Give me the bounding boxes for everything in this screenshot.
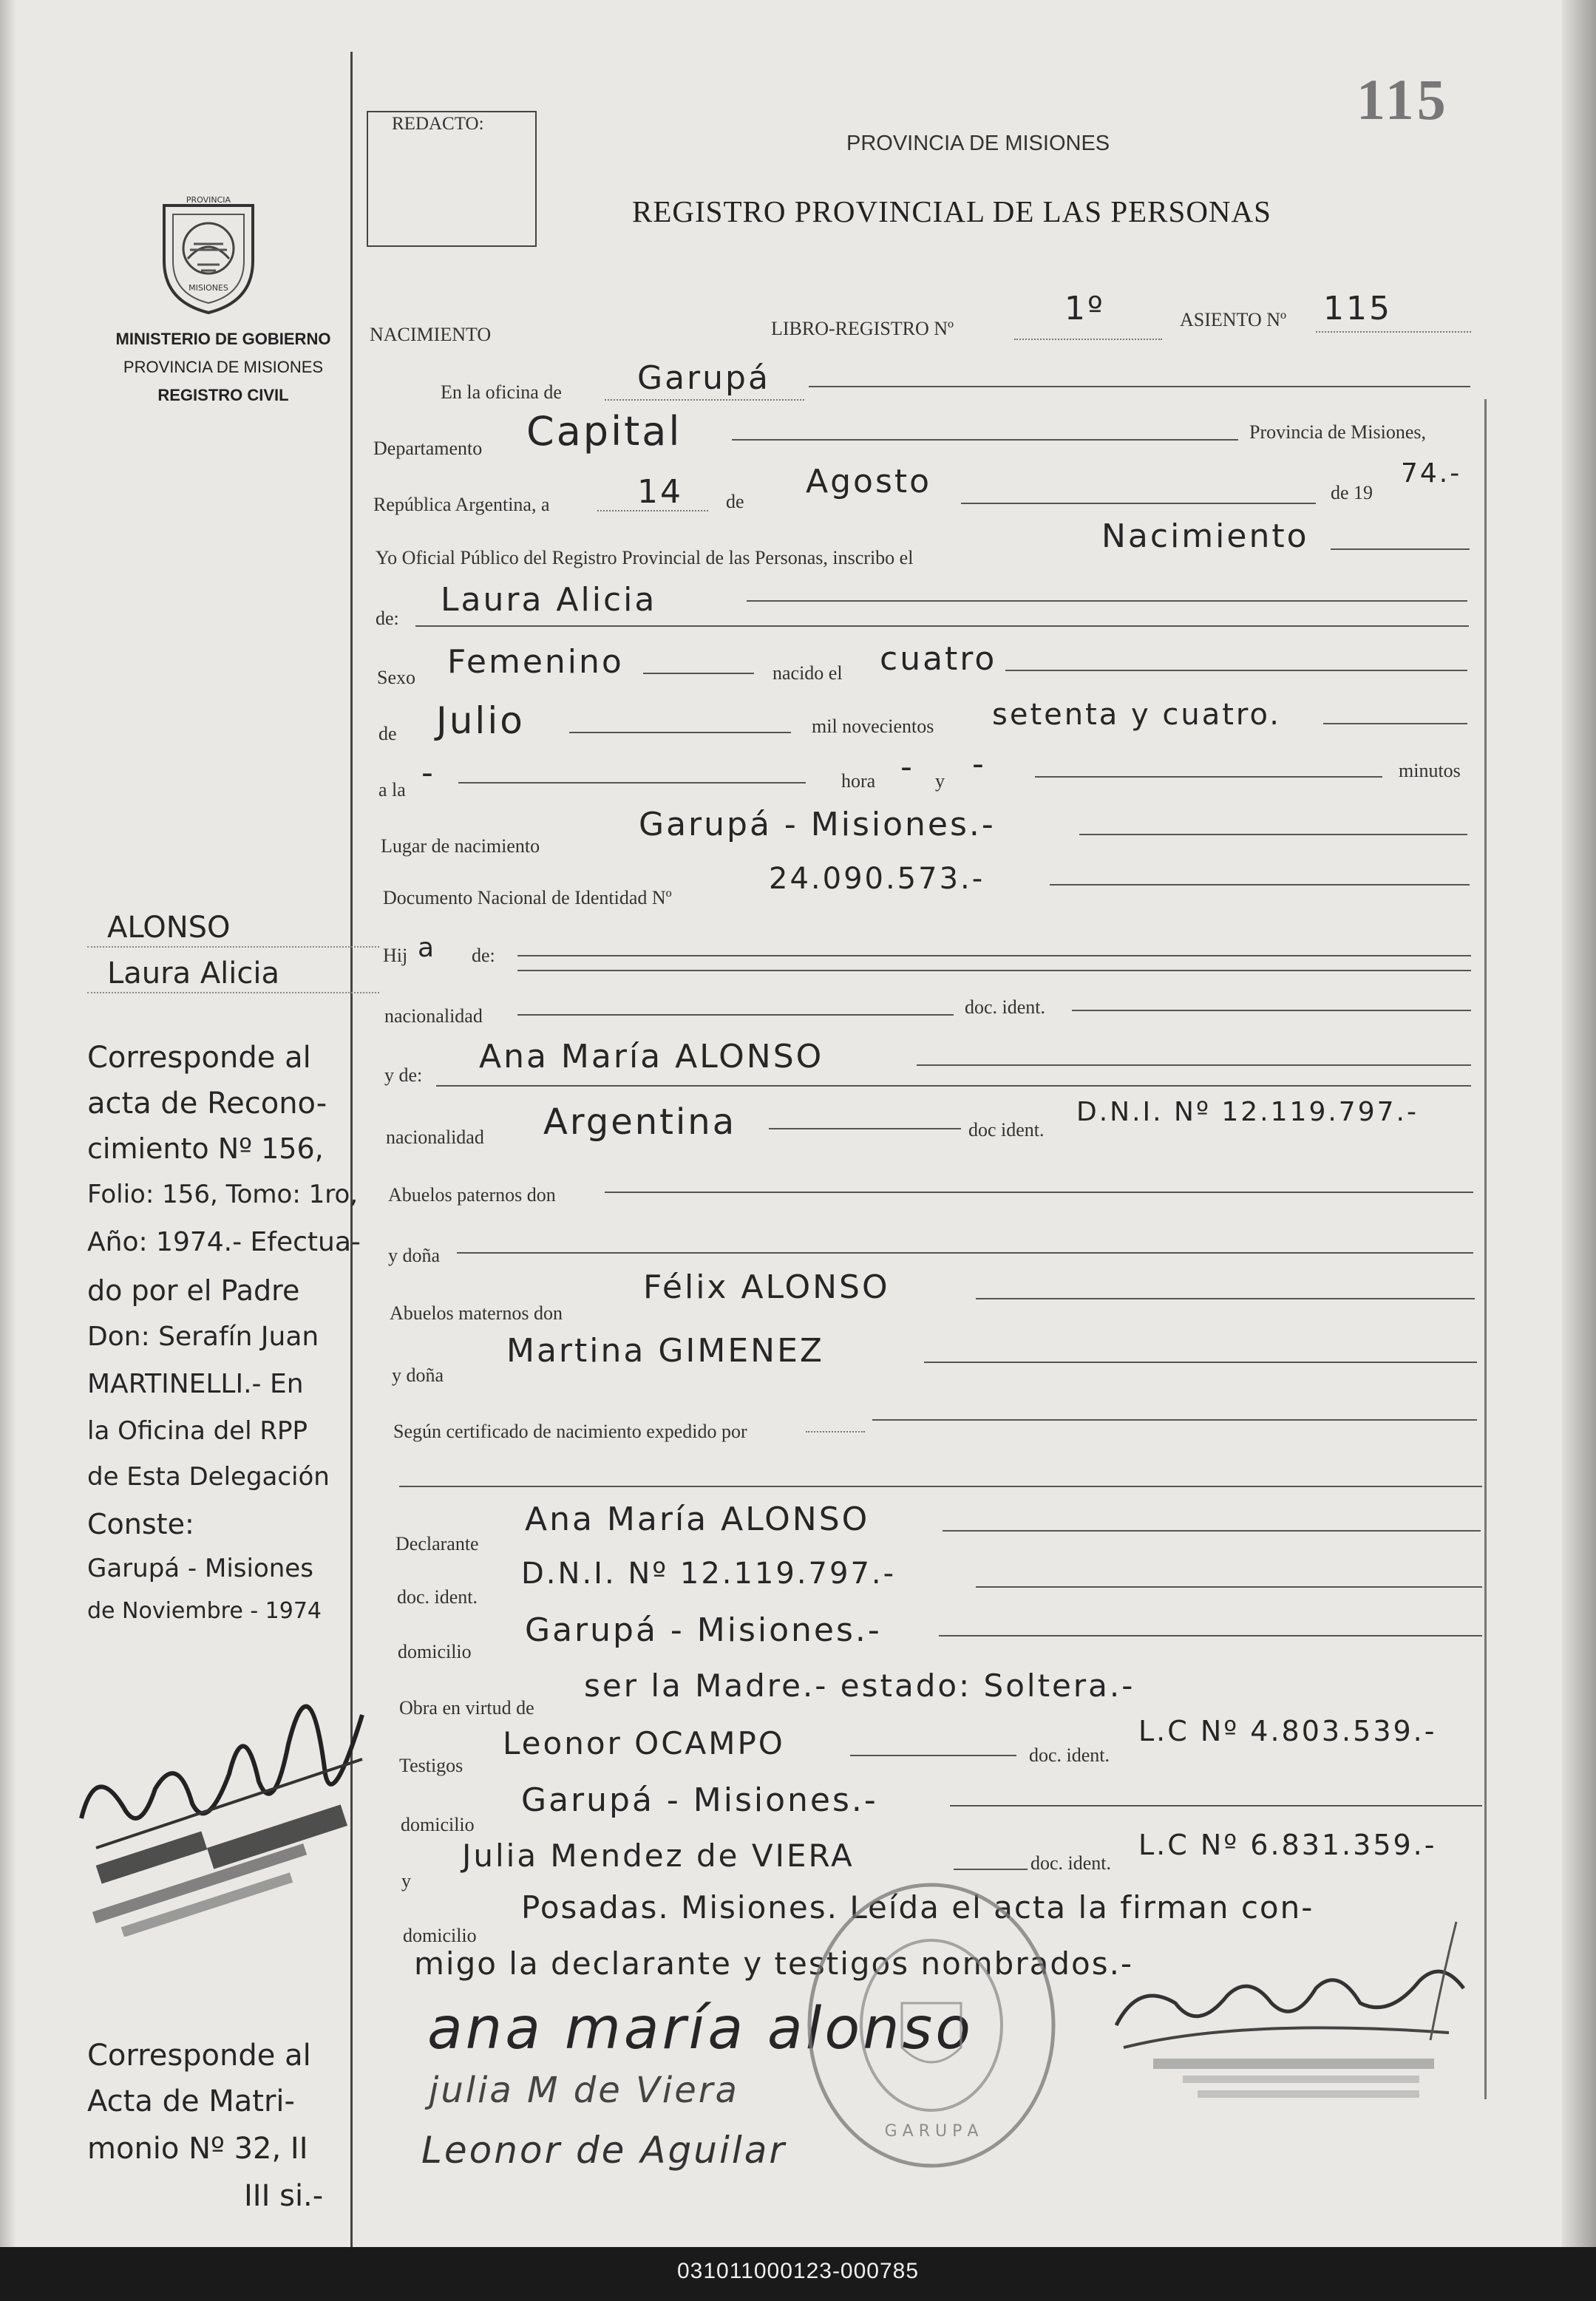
a-la-value: - bbox=[421, 754, 435, 792]
margin-note1-line: Año: 1974.- Efectua- bbox=[87, 1227, 361, 1257]
doc-ident-label: doc. ident. bbox=[965, 996, 1046, 1018]
nombre-value: Laura Alicia bbox=[441, 581, 657, 619]
hija-line-2 bbox=[517, 970, 1471, 971]
margin-note1-line: la Oficina del RPP bbox=[87, 1416, 308, 1446]
dni-value: 24.090.573.- bbox=[769, 862, 985, 896]
margin-note2-line: monio Nº 32, II bbox=[87, 2132, 308, 2166]
y-dona-label: y doña bbox=[388, 1245, 441, 1266]
domicilio2-line bbox=[950, 1805, 1482, 1807]
footer-id: 031011000123-000785 bbox=[676, 2259, 920, 2283]
sexo-value: Femenino bbox=[447, 643, 624, 681]
closing-value: migo la declarante y testigos nombrados.- bbox=[414, 1945, 1134, 1982]
departamento-label: Departamento bbox=[373, 438, 483, 459]
doc-ident3-line bbox=[976, 1586, 1482, 1588]
nacionalidad2-value: Argentina bbox=[543, 1101, 737, 1143]
nacido-label: nacido el bbox=[772, 662, 843, 684]
hora-label: hora bbox=[841, 770, 876, 792]
shield-text-bottom: MISIONES bbox=[189, 283, 228, 293]
doc-ident2-label: doc ident. bbox=[968, 1119, 1045, 1141]
testigo1-line bbox=[850, 1755, 1016, 1756]
libro-line bbox=[1014, 339, 1162, 340]
domicilio2-value: Garupá - Misiones.- bbox=[521, 1781, 878, 1819]
domicilio-value: Garupá - Misiones.- bbox=[525, 1611, 882, 1649]
mes-line bbox=[569, 732, 791, 733]
mil-label: mil novecientos bbox=[812, 716, 934, 737]
asiento-value: 115 bbox=[1323, 290, 1392, 327]
hora-value: - bbox=[900, 748, 914, 786]
nacionalidad-label: nacionalidad bbox=[384, 1005, 483, 1027]
mes-value: Julio bbox=[436, 699, 525, 742]
y-dona-line bbox=[457, 1252, 1473, 1254]
segun-line bbox=[872, 1419, 1477, 1421]
segun-line-2 bbox=[399, 1486, 1482, 1487]
abuelos-maternos-label: Abuelos maternos don bbox=[390, 1302, 563, 1324]
margin-note2-line: III si.- bbox=[244, 2179, 324, 2213]
departamento-line bbox=[732, 439, 1238, 441]
official-signature-right bbox=[1094, 1892, 1478, 2114]
margin-note1-line: Corresponde al bbox=[87, 1041, 311, 1075]
de-nombre-label: de: bbox=[376, 608, 399, 629]
mil-value: setenta y cuatro. bbox=[992, 698, 1281, 732]
hija-label: Hij bbox=[383, 945, 408, 966]
shield-text-top: PROVINCIA bbox=[186, 195, 231, 205]
de-label: de bbox=[726, 491, 744, 512]
sexo-line bbox=[643, 673, 754, 674]
margin-note1-line: acta de Recono- bbox=[87, 1087, 327, 1121]
madre-line bbox=[917, 1064, 1471, 1066]
ministry-line-3: REGISTRO CIVIL bbox=[157, 386, 289, 404]
month-value: Agosto bbox=[806, 463, 932, 500]
lugar-label: Lugar de nacimiento bbox=[381, 835, 540, 857]
domicilio2-label: domicilio bbox=[401, 1814, 475, 1835]
doc-ident2-value: D.N.I. Nº 12.119.797.- bbox=[1076, 1097, 1419, 1127]
province-header: PROVINCIA DE MISIONES bbox=[846, 132, 1110, 155]
abuelo-materno-value: Félix ALONSO bbox=[643, 1268, 890, 1306]
nacionalidad-line bbox=[517, 1014, 954, 1016]
lugar-value: Garupá - Misiones.- bbox=[639, 806, 996, 843]
nacimiento-label: NACIMIENTO bbox=[370, 324, 492, 345]
sexo-label: Sexo bbox=[377, 667, 415, 688]
nombre-line-2 bbox=[415, 625, 1469, 627]
domicilio3-label: domicilio bbox=[403, 1925, 477, 1946]
y2-label: y bbox=[401, 1870, 411, 1892]
margin-note1-line: de Esta Delegación bbox=[87, 1462, 330, 1492]
official-seal-icon bbox=[798, 1877, 1064, 2173]
obra-label: Obra en virtud de bbox=[399, 1697, 534, 1719]
year-prefix: de 19 bbox=[1331, 482, 1373, 503]
signature-declarante: ana maría alonso bbox=[427, 1996, 974, 2062]
oficina-dots bbox=[605, 399, 804, 401]
republica-label: República Argentina, a bbox=[373, 494, 550, 515]
margin-note2-line: Acta de Matri- bbox=[87, 2084, 295, 2118]
yo-oficial-label: Yo Oficial Público del Registro Provincial de las Personas, inscribo el bbox=[376, 547, 914, 568]
doc-ident5-value: L.C Nº 6.831.359.- bbox=[1138, 1829, 1437, 1861]
a-la-label: a la bbox=[378, 779, 406, 801]
registry-title: REGISTRO PROVINCIAL DE LAS PERSONAS bbox=[632, 194, 1271, 228]
minutos-line bbox=[1035, 776, 1382, 778]
page-shadow-left bbox=[0, 0, 16, 2247]
hija-line bbox=[517, 955, 1471, 956]
margin-note1-line: MARTINELLI.- En bbox=[87, 1369, 304, 1399]
inscribo-line bbox=[1331, 548, 1470, 550]
margin-given: Laura Alicia bbox=[107, 956, 280, 990]
provincia-suffix: Provincia de Misiones, bbox=[1249, 421, 1427, 443]
redacto-label: REDACTO: bbox=[392, 114, 484, 134]
abuelos-paternos-label: Abuelos paternos don bbox=[388, 1184, 556, 1206]
libro-label: LIBRO-REGISTRO Nº bbox=[771, 318, 954, 339]
margin-note1-line: Don: Serafín Juan bbox=[87, 1322, 319, 1352]
de-mes-label: de bbox=[378, 723, 397, 744]
page-edge-right bbox=[1562, 0, 1596, 2247]
oficina-value: Garupá bbox=[637, 359, 770, 397]
inscribo-value: Nacimiento bbox=[1101, 517, 1309, 555]
domicilio-line bbox=[939, 1635, 1482, 1636]
abuelos-paternos-line bbox=[605, 1192, 1473, 1193]
margin-note1-line: de Noviembre - 1974 bbox=[87, 1598, 322, 1624]
testigo2-value: Julia Mendez de VIERA bbox=[462, 1838, 855, 1874]
doc-ident3-value: D.N.I. Nº 12.119.797.- bbox=[521, 1557, 897, 1591]
obra-value: ser la Madre.- estado: Soltera.- bbox=[584, 1668, 1135, 1704]
page-number: 115 bbox=[1356, 67, 1449, 132]
asiento-label: ASIENTO Nº bbox=[1180, 309, 1287, 330]
ministry-block bbox=[75, 325, 371, 409]
margin-given-line bbox=[87, 992, 379, 993]
abuela-materna-line bbox=[924, 1362, 1477, 1363]
margin-note1-line: Folio: 156, Tomo: 1ro, bbox=[87, 1180, 359, 1209]
nacido-value: cuatro bbox=[880, 640, 997, 678]
y-dona2-label: y doña bbox=[392, 1364, 444, 1386]
nacionalidad2-label: nacionalidad bbox=[386, 1126, 484, 1148]
doc-ident4-label: doc. ident. bbox=[1029, 1744, 1110, 1766]
hija-value: a bbox=[418, 933, 437, 963]
declarante-line bbox=[943, 1530, 1481, 1532]
segun-label: Según certificado de nacimiento expedido por bbox=[393, 1421, 747, 1442]
departamento-value: Capital bbox=[526, 408, 682, 455]
y-label: y bbox=[935, 770, 945, 792]
dni-label: Documento Nacional de Identidad Nº bbox=[383, 887, 672, 908]
margin-surname: ALONSO bbox=[107, 911, 231, 945]
doc-ident4-value: L.C Nº 4.803.539.- bbox=[1138, 1715, 1437, 1747]
nacionalidad2-line bbox=[769, 1128, 961, 1129]
doc-ident-line bbox=[1072, 1010, 1471, 1011]
madre-value: Ana María ALONSO bbox=[479, 1038, 824, 1075]
y-value: - bbox=[972, 745, 986, 783]
y-de-label: y de: bbox=[384, 1064, 423, 1086]
month-line bbox=[961, 503, 1316, 504]
domicilio3-value: Posadas. Misiones. Leída el acta la firman con- bbox=[521, 1889, 1314, 1926]
nacido-line bbox=[1005, 670, 1467, 671]
libro-value: 1º bbox=[1064, 290, 1105, 327]
signature-testigo2: julia M de Viera bbox=[429, 2070, 739, 2111]
ministry-line-2: PROVINCIA DE MISIONES bbox=[123, 358, 324, 376]
hija-de-label: de: bbox=[472, 945, 495, 966]
margin-note2-line: Corresponde al bbox=[87, 2039, 311, 2073]
dni-line bbox=[1050, 884, 1470, 886]
lugar-line bbox=[1079, 834, 1467, 835]
madre-line-2 bbox=[436, 1085, 1471, 1087]
abuela-materna-value: Martina GIMENEZ bbox=[506, 1332, 825, 1370]
testigo1-value: Leonor OCAMPO bbox=[503, 1725, 785, 1761]
testigos-label: Testigos bbox=[399, 1755, 463, 1776]
oficina-label: En la oficina de bbox=[441, 381, 562, 403]
margin-note1-line: Conste: bbox=[87, 1508, 194, 1540]
testigo2-line bbox=[954, 1869, 1028, 1870]
margin-note1-line: Garupá - Misiones bbox=[87, 1554, 313, 1583]
oficina-line bbox=[809, 386, 1470, 387]
domicilio-label: domicilio bbox=[398, 1641, 472, 1662]
declarante-label: Declarante bbox=[395, 1533, 479, 1554]
doc-ident3-label: doc. ident. bbox=[397, 1586, 478, 1608]
signature-testigo1: Leonor de Aguilar bbox=[421, 2129, 787, 2172]
mil-line bbox=[1323, 723, 1467, 724]
ministry-line-1: MINISTERIO DE GOBIERNO bbox=[115, 330, 331, 348]
year-value: 74.- bbox=[1401, 458, 1462, 489]
minutos-label: minutos bbox=[1399, 760, 1461, 781]
form-border-right bbox=[1484, 399, 1487, 2099]
margin-signature-scribble bbox=[67, 1626, 384, 1937]
segun-dots bbox=[806, 1431, 865, 1432]
margin-note1-line: do por el Padre bbox=[87, 1274, 300, 1307]
abuelo-materno-line bbox=[976, 1298, 1475, 1299]
coat-of-arms-icon bbox=[157, 191, 260, 316]
asiento-line bbox=[1316, 331, 1471, 333]
a-la-line bbox=[458, 782, 806, 784]
svg-text:G A R U P A: G A R U P A bbox=[884, 2122, 979, 2141]
declarante-value: Ana María ALONSO bbox=[525, 1500, 870, 1538]
day-value: 14 bbox=[637, 473, 683, 511]
margin-surname-line bbox=[87, 946, 379, 948]
nombre-line bbox=[747, 600, 1467, 602]
margin-note1-line: cimiento Nº 156, bbox=[87, 1132, 324, 1165]
doc-ident5-label: doc. ident. bbox=[1030, 1852, 1112, 1874]
